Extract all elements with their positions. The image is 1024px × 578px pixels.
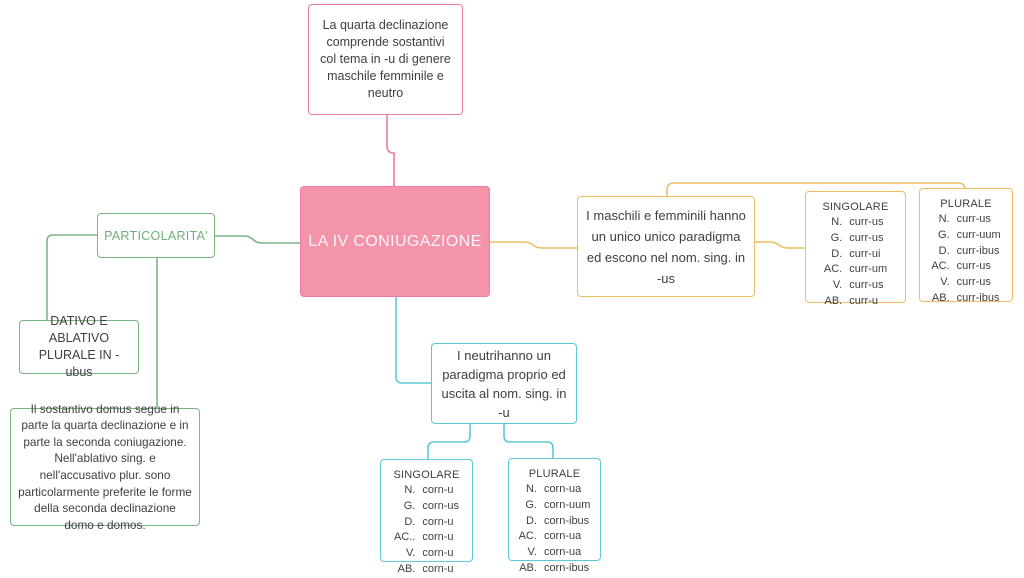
case-form: corn-ua bbox=[543, 483, 582, 495]
case-form: curr-ibus bbox=[956, 291, 1000, 304]
case-label: D. bbox=[938, 244, 950, 257]
case-label: AC.. bbox=[393, 531, 416, 544]
case-label: AB. bbox=[824, 294, 843, 307]
case-form: curr-us bbox=[956, 213, 991, 225]
case-form: curr-us bbox=[849, 231, 884, 244]
table-title: SINGOLARE bbox=[822, 201, 889, 213]
case-form: curr-u bbox=[849, 294, 878, 307]
case-form: curr-us bbox=[849, 216, 884, 228]
case-label: N. bbox=[831, 216, 843, 228]
case-label: V. bbox=[832, 279, 843, 292]
case-label: V. bbox=[940, 276, 950, 289]
case-label: N. bbox=[404, 484, 416, 496]
table-title: SINGOLARE bbox=[393, 469, 460, 481]
case-form: corn-ibus bbox=[543, 514, 590, 527]
case-label: N. bbox=[938, 213, 950, 225]
case-form: curr-um bbox=[849, 263, 888, 276]
node-domus-note[interactable] bbox=[10, 401, 200, 532]
table-title: PLURALE bbox=[940, 198, 992, 210]
table-currus-singolare[interactable] bbox=[805, 191, 906, 307]
case-label: D. bbox=[525, 514, 537, 527]
case-label: AC. bbox=[518, 530, 537, 543]
connector-particolarita-dativo bbox=[47, 235, 97, 320]
case-form: curr-ui bbox=[849, 247, 881, 260]
case-form: corn-us bbox=[422, 499, 460, 512]
case-label: AC. bbox=[823, 263, 843, 276]
case-label: AC. bbox=[931, 260, 950, 273]
case-form: corn-u bbox=[422, 515, 454, 528]
connector-neutri-singolare bbox=[428, 424, 470, 459]
connector-intro-center bbox=[387, 115, 394, 186]
case-label: G. bbox=[403, 499, 416, 512]
table-title: PLURALE bbox=[528, 468, 581, 480]
particolarita-title: PARTICOLARITA' bbox=[104, 228, 208, 243]
case-label: AB. bbox=[519, 561, 537, 574]
case-form: curr-us bbox=[956, 276, 991, 289]
case-form: curr-ibus bbox=[956, 244, 1000, 257]
node-neutri[interactable] bbox=[431, 343, 577, 424]
case-form: curr-us bbox=[956, 260, 991, 273]
table-cornu-plurale[interactable] bbox=[508, 458, 601, 574]
connector-neutri-plurale bbox=[504, 424, 553, 458]
case-form: corn-u bbox=[422, 547, 454, 560]
central-topic-title: LA IV CONIUGAZIONE bbox=[308, 232, 482, 250]
node-particolarita[interactable] bbox=[97, 213, 215, 258]
case-label: N. bbox=[525, 483, 537, 495]
case-label: D. bbox=[831, 247, 843, 260]
case-rows bbox=[824, 215, 887, 310]
connector-center-maschili bbox=[490, 242, 577, 248]
connector-maschili-singolare bbox=[755, 242, 805, 248]
case-rows bbox=[394, 483, 459, 578]
case-form: corn-ua bbox=[543, 546, 582, 559]
node-intro-definition[interactable] bbox=[308, 4, 463, 115]
intro-definition-text: La quarta declinazione comprende sostantivi col tema in -u di genere maschile femminile e neutro bbox=[320, 18, 451, 100]
case-form: curr-uum bbox=[956, 228, 1001, 241]
neutri-text: I neutrihanno un paradigma proprio ed uscita al nom. sing. in -u bbox=[441, 347, 567, 420]
case-form: corn-u bbox=[422, 484, 454, 496]
case-label: AB. bbox=[931, 291, 950, 304]
domus-note-text: Il sostantivo domus segue in parte la quarta declinazione e in parte la seconda coniugazione. Nell'ablativo sing. e nell'accusativo plur. sono particolarmente preferite le forme della seconda declinazione domo e domos. bbox=[18, 401, 192, 532]
maschili-femminili-text: I maschili e femminili hanno un unico unico paradigma ed escono nel nom. sing. in -us bbox=[586, 207, 746, 286]
case-label: V. bbox=[405, 547, 416, 560]
dativo-ablativo-text: DATIVO E ABLATIVO PLURALE IN -ubus bbox=[38, 314, 120, 379]
case-label: V. bbox=[527, 546, 537, 559]
case-label: G. bbox=[525, 498, 537, 511]
case-label: AB. bbox=[397, 562, 416, 575]
case-label: G. bbox=[938, 228, 950, 241]
node-dativo-ablativo[interactable] bbox=[19, 314, 139, 379]
case-rows bbox=[519, 482, 591, 577]
node-central-topic[interactable] bbox=[300, 186, 490, 297]
case-label: G. bbox=[830, 231, 843, 244]
case-form: curr-us bbox=[849, 279, 884, 292]
case-form: corn-u bbox=[422, 531, 454, 544]
connector-center-neutri bbox=[396, 297, 431, 383]
case-label: D. bbox=[404, 515, 416, 528]
table-currus-plurale[interactable] bbox=[919, 188, 1013, 302]
case-form: corn-uum bbox=[543, 498, 591, 511]
connector-particolarita-center bbox=[215, 236, 300, 243]
case-rows bbox=[931, 212, 1000, 307]
case-form: corn-ibus bbox=[543, 561, 590, 574]
table-cornu-singolare[interactable] bbox=[380, 459, 473, 575]
node-maschili-femminili[interactable] bbox=[577, 196, 755, 297]
case-form: corn-u bbox=[422, 562, 454, 575]
case-form: corn-ua bbox=[543, 530, 582, 543]
